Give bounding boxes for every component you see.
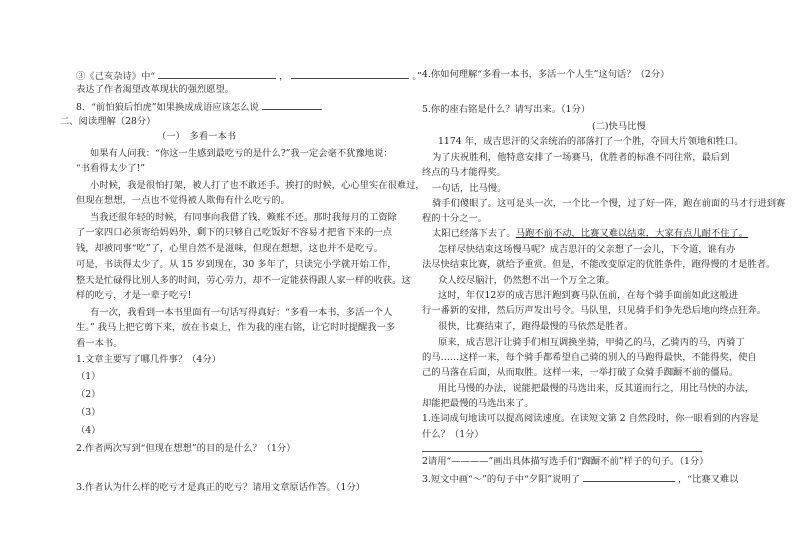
paragraph-line: 了一家四口必须寄给妈妈外，剩下的只够自己吃饭好不容易才把省下来的一点 xyxy=(76,227,393,238)
question-8-text: 8．“前怕狼后怕虎”如果换成成语应该怎么说 xyxy=(76,102,259,113)
paragraph-line: 但现在想想，一点也不觉得被人欺侮有什么吃亏的。 xyxy=(76,195,290,206)
poem-blank-2[interactable] xyxy=(291,69,409,79)
paragraph-line: 钱，却被同事“吃”了，心里自然不是滋味，但现在想想，这也并不是吃亏。 xyxy=(76,243,384,254)
poem-question-end: 。” xyxy=(412,71,422,82)
answer-slot-1[interactable]: （1） xyxy=(76,371,101,382)
answer-slot-4[interactable]: （4） xyxy=(76,425,101,436)
question-r3-suffix: ，“比赛又难以 xyxy=(677,474,739,485)
answer-slot-3[interactable]: （3） xyxy=(76,407,101,418)
question-1: 1.文章主要写了哪几件事？（4分） xyxy=(76,354,221,365)
paragraph-line: 己的马落在后面，从而取胜。这样一来，一举打破了众骑手踟蹰不前的僵局。 xyxy=(422,367,739,378)
paragraph-line: 这时，年仅12岁的成吉思汗跑到赛马队伍前，在每个骑手面前如此这般进 xyxy=(438,290,739,301)
answer-slot-2[interactable]: （2） xyxy=(76,389,101,400)
article-1-title: （一） 多看一本书 xyxy=(157,131,237,142)
question-r1: 1.连词成句地读可以提高阅读速度。在读短文第 2 自然段时，你一眼看到的内容是 xyxy=(422,413,759,424)
paragraph-line: “书看得太少了!” xyxy=(76,163,146,174)
paragraph-line: 用比马慢的办法，说能把最慢的马选出来，反其道而行之，用比马快的办法， xyxy=(438,383,755,394)
question-r3-blank[interactable] xyxy=(583,472,675,482)
poem-question xyxy=(76,69,422,83)
poem-question-tail: 表达了作者渴望改革现状的强烈愿望。 xyxy=(76,84,235,95)
poem-blank-1[interactable] xyxy=(158,69,276,79)
question-4: 4.你如何理解“多看一本书，多活一个人生”这句话？（2分） xyxy=(422,69,670,80)
paragraph-line: 一句话，比马慢。 xyxy=(432,183,507,194)
question-3: 3.作者认为什么样的吃亏才是真正的吃亏？请用文章原话作答。（1分） xyxy=(76,482,366,493)
paragraph-line: 骑手们傻眼了。这可是头一次，一个比一个慢，过了好一阵，跑在前面的马才行进到赛 xyxy=(432,198,786,209)
paragraph-line: 很快，比赛结束了，跑得最慢的马依然是胜者。 xyxy=(438,321,634,332)
sentence-plain: 太阳已经落下去了。 xyxy=(432,228,516,239)
answer-line[interactable] xyxy=(422,451,702,452)
poem-question-prefix: ③《己亥杂诗》中“ xyxy=(76,71,156,82)
paragraph-line: 原来，成吉思汗让骑手们相互调换坐骑，甲骑乙的马，乙骑丙的马，丙骑丁 xyxy=(438,337,745,348)
question-r3 xyxy=(422,472,739,486)
paragraph-line: 看一本书。 xyxy=(76,338,123,349)
section-title: 二、阅读理解（28分） xyxy=(60,116,156,127)
question-r1-cont: 什么？（1分） xyxy=(422,429,484,440)
paragraph-line: 法尽快结束比赛，就给予重赏。但是，不能改变原定的优胜条件，跑得慢的才是胜者。 xyxy=(422,259,776,270)
article-2-title: (二)快马比慢 xyxy=(592,121,646,132)
paragraph-line: 1174 年，成吉思汗的父亲统治的部落打了一个胜，夺回大片领地和牲口。 xyxy=(438,136,744,147)
question-8-blank[interactable] xyxy=(262,100,322,110)
paragraph-line: 程的十分之一。 xyxy=(422,213,488,224)
question-2: 2.作者两次写到“但现在想想”的目的是什么？（1分） xyxy=(76,443,296,454)
poem-question-comma: ， xyxy=(279,71,289,82)
paragraph-line: 怎样尽快结束这场慢马呢？成吉思汗的父亲想了一会儿，下令道，谁有办 xyxy=(438,244,736,255)
paragraph-line: 如果有人问我：“你这一生感到最吃亏的是什么?”我一定会毫不犹豫地说： xyxy=(90,148,393,159)
paragraph-line: 的马……这样一来，每个骑手都希望自己骑的别人的马跑得最快，不能得奖，使自 xyxy=(422,352,757,363)
paragraph-line: 为了庆祝胜利，他特意安排了一场赛马，优胜者的标准不同往常，最后到 xyxy=(432,152,730,163)
paragraph-line: 有一次，我看到一本书里面有一句话写得真好：“多看一本书，多活一个人 xyxy=(90,307,393,318)
paragraph-line: 众人绞尽脑汁，仍然想不出一个万全之策。 xyxy=(438,275,615,286)
paragraph-line: 小时候，我是很怕打架，被人打了也不敢还手。挨打的时候，心心里实在很难过， xyxy=(90,180,425,191)
question-r2: 2请用“————”画出具体描写选手们“踟蹰不前”样子的句子。（1分） xyxy=(422,456,709,467)
paragraph-line: 样的吃亏，才是一辈子吃亏! xyxy=(76,290,192,301)
paragraph-line: 生。” 我马上把它剪下来，放在书桌上，作为我的座右铭，让它时时提醒我一多 xyxy=(76,322,396,333)
paragraph-line: 可是，书读得太少了。从 15 岁到现在，30 多年了，只读完小学就开始工作， xyxy=(76,259,397,270)
paragraph-line: 整天是忙碌得比别人多的时间，劳心劳力，却不一定能获得跟人家一样的收获。这 xyxy=(76,275,411,286)
paragraph-line: 当我还很年轻的时候，有同事向我借了钱，赖账不还。那时我每月的工资除 xyxy=(90,212,397,223)
question-5: 5.你的座右铭是什么？请写出来。（1分） xyxy=(422,104,591,115)
question-8 xyxy=(76,100,322,114)
paragraph-line xyxy=(432,228,748,240)
question-r3-prefix: 3.短文中画“～”的句子中“夕阳”说明了 xyxy=(422,474,581,485)
paragraph-line: 终点的马才能得奖。 xyxy=(422,167,506,178)
sentence-underlined: 马跑不前不动，比赛又难以结束，大家有点儿耐不住了。 xyxy=(515,228,749,239)
paragraph-line: 却能把最慢的马选出来了。 xyxy=(422,398,534,409)
paragraph-line: 行一番新的安排，然后厉声发出号令。马队里，只见骑手们争先恐后地向终点狂奔。 xyxy=(422,305,766,316)
